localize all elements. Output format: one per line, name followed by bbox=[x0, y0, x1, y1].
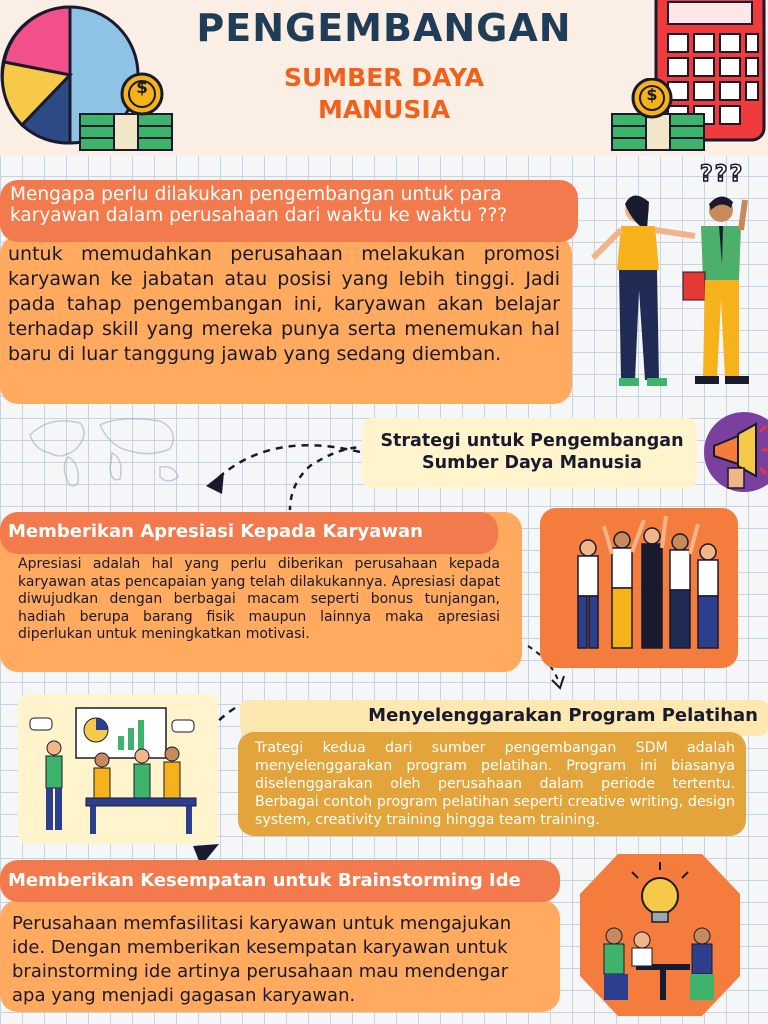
strategy-title-line-1: Strategi untuk Pengembangan bbox=[380, 431, 684, 451]
dollar-sign-right: $ bbox=[646, 85, 658, 104]
money-stack-icon bbox=[78, 72, 178, 158]
section-1-title: Memberikan Apresiasi Kepada Karyawan bbox=[8, 521, 423, 542]
page-title: PENGEMBANGAN bbox=[196, 6, 572, 50]
brainstorming-illustration bbox=[578, 852, 742, 1018]
section-3-body: Perusahaan memfasilitasi karyawan untuk mengajukan ide. Dengan memberikan kesempatan karyawan untuk brainstorming ide artinya perusahaan mau mendengar apa yang menjadi gagasan karyawan. bbox=[12, 913, 512, 1006]
training-meeting-illustration bbox=[26, 702, 212, 838]
section-3-title: Memberikan Kesempatan untuk Brainstorming Ide bbox=[8, 870, 521, 891]
question-answer: untuk memudahkan perusahaan melakukan promosi karyawan ke jabatan atau posisi yang lebih tinggi. Jadi pada tahap pengembangan ini, karyawan akan belajar terhadap skill yang mereka punya serta menemukan hal baru di luar tanggung jawab yang sedang diemban. bbox=[8, 243, 560, 365]
subtitle-line-2: MANUSIA bbox=[317, 95, 451, 124]
question-heading: Mengapa perlu dilakukan pengembangan untuk para karyawan dalam perusahaan dari waktu ke waktu ??? bbox=[10, 184, 508, 226]
celebrating-team-illustration bbox=[548, 512, 732, 664]
section-2-body: Trategi kedua dari sumber pengembangan SDM adalah menyelenggarakan program pelatihan. Program ini biasanya diselenggarakan oleh perusahaan dalam periode tertentu. Berbagai contoh program pelatihan seperti creative writing, design system, creativity training hingga team training. bbox=[255, 740, 735, 828]
money-stack-icon bbox=[610, 78, 710, 158]
strategy-title bbox=[372, 430, 692, 474]
strategy-title-line-2: Sumber Daya Manusia bbox=[422, 453, 642, 473]
subtitle-line-1: SUMBER DAYA bbox=[283, 63, 485, 92]
world-map-outline bbox=[20, 405, 190, 495]
dollar-sign-left: $ bbox=[136, 78, 148, 98]
page-subtitle bbox=[200, 62, 568, 126]
megaphone-icon bbox=[700, 412, 768, 492]
section-1-body: Apresiasi adalah hal yang perlu diberikan perusahaan kepada karyawan atas pencapaian yang telah dilakukannya. Apresiasi dapat diwujudkan dengan berbagai macam seperti bonus tunjangan, hadiah berupa barang fisik maupun lainnya maka apresiasi diperlukan untuk meningkatkan motivasi. bbox=[18, 556, 500, 642]
section-2-title: Menyelenggarakan Program Pelatihan bbox=[368, 705, 758, 726]
question-marks: ??? bbox=[700, 162, 745, 187]
confused-people-illustration bbox=[585, 180, 765, 395]
